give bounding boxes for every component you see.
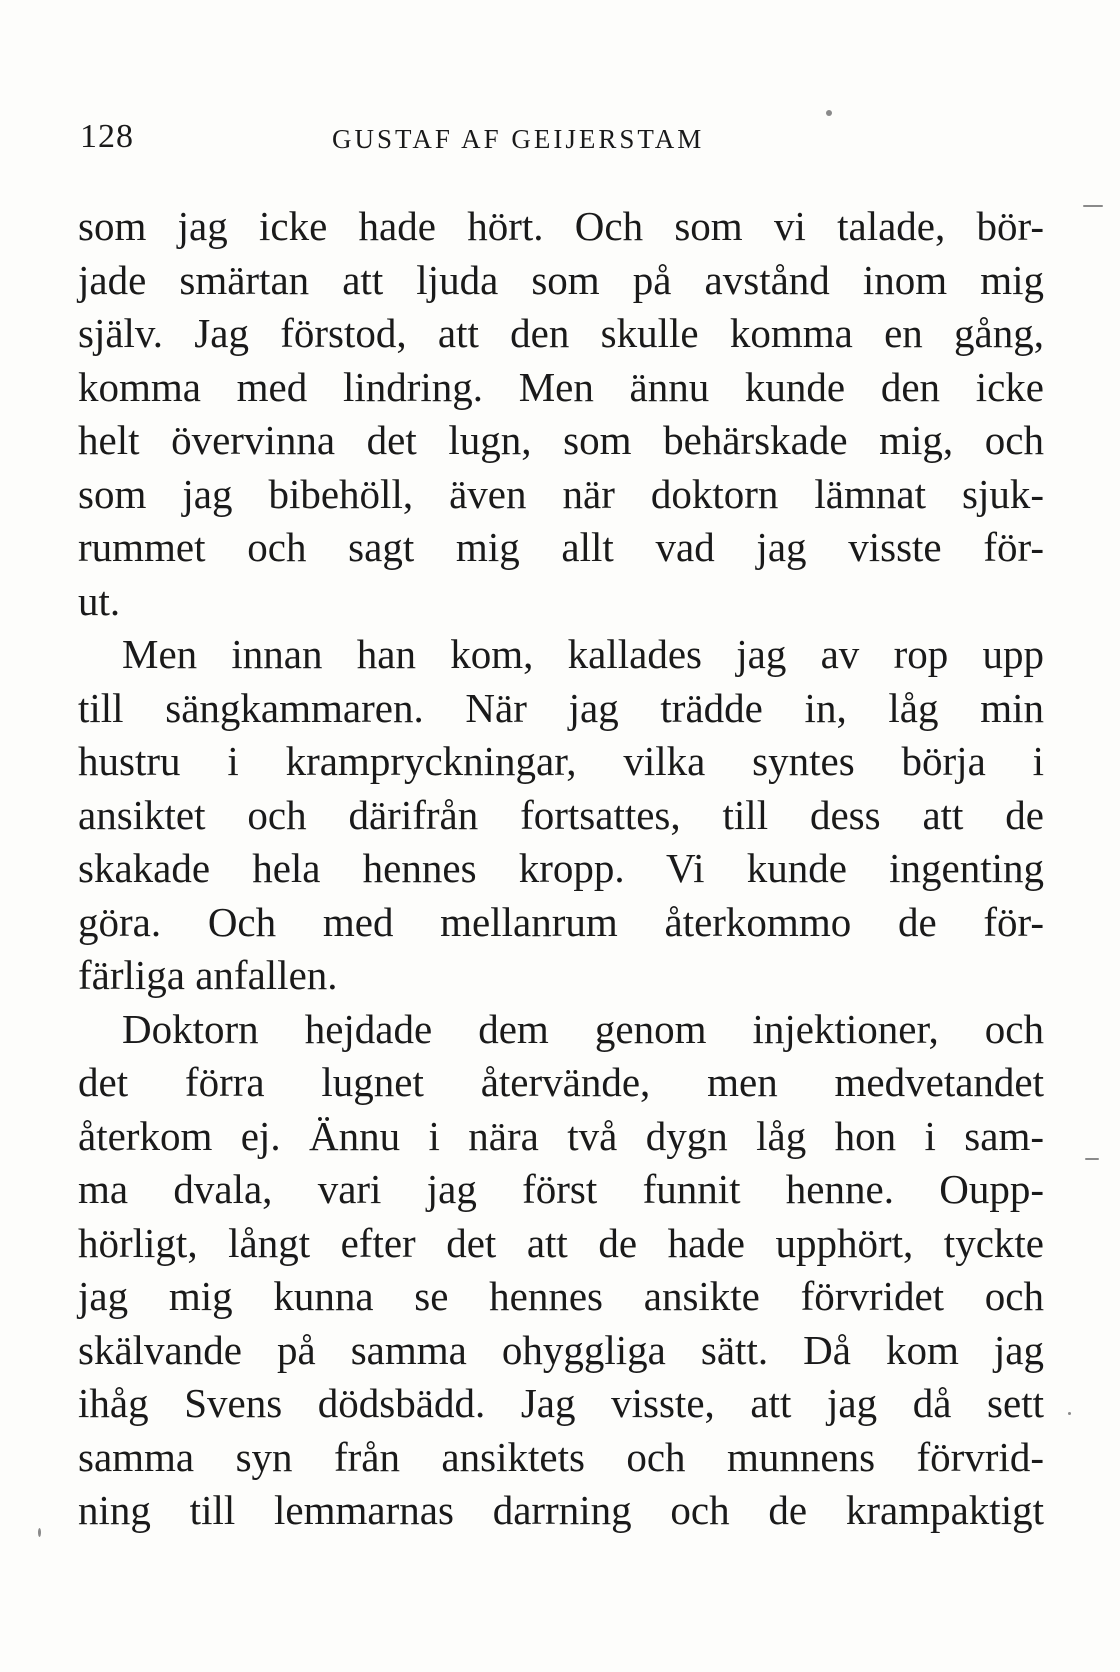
text-line: skakade hela hennes kropp. Vi kunde ingenting (78, 845, 1044, 891)
text-line: till sängkammaren. När jag trädde in, låg min (78, 684, 1044, 731)
text-line: jag mig kunna se hennes ansikte förvridet och (78, 1273, 1044, 1319)
text-line: rummet och sagt mig allt vad jag visste för- (78, 524, 1044, 570)
text-line: hustru i krampryckningar, vilka syntes börja i (78, 738, 1044, 784)
text-line: ihåg Svens dödsbädd. Jag visste, att jag då sett (78, 1380, 1044, 1426)
text-line: färliga anfallen. (78, 952, 338, 998)
text-line: som jag bibehöll, även när doktorn lämnat sjuk- (78, 470, 1044, 517)
scan-speck (1085, 1158, 1099, 1160)
text-line: återkom ej. Ännu i nära två dygn låg hon i sam- (78, 1112, 1044, 1159)
scan-speck (38, 1528, 41, 1537)
page-header (80, 118, 1040, 168)
paragraph-first-line: Men innan han kom, kallades jag av rop upp (122, 631, 1044, 677)
text-line: samma syn från ansiktets och munnens förvrid- (78, 1433, 1044, 1480)
text-line: jade smärtan att ljuda som på avstånd inom mig (78, 256, 1044, 303)
text-line: ansiktet och därifrån fortsattes, till dess att de (78, 791, 1044, 838)
text-line: ut. (78, 577, 121, 624)
page-number: 128 (80, 118, 134, 155)
scan-speck (1083, 205, 1103, 207)
text-line: själv. Jag förstod, att den skulle komma en gång, (78, 310, 1044, 356)
text-line: hörligt, långt efter det att de hade upphört, tyckte (78, 1219, 1044, 1266)
text-line: skälvande på samma ohyggliga sätt. Då kom jag (78, 1326, 1044, 1373)
body-text (78, 200, 1044, 1538)
text-line: ning till lemmarnas darrning och de krampaktigt (78, 1487, 1044, 1533)
text-line: göra. Och med mellanrum återkommo de för- (78, 898, 1044, 945)
text-line: som jag icke hade hört. Och som vi talade, bör- (78, 203, 1044, 249)
paragraph-first-line: Doktorn hejdade dem genom injektioner, och (122, 1005, 1044, 1052)
running-head: GUSTAF AF GEIJERSTAM (332, 124, 705, 154)
text-line: helt övervinna det lugn, som behärskade mig, och (78, 417, 1044, 463)
text-line: ma dvala, vari jag först funnit henne. Oupp- (78, 1166, 1044, 1212)
text-line: det förra lugnet återvände, men medvetandet (78, 1059, 1044, 1105)
text-line: komma med lindring. Men ännu kunde den icke (78, 363, 1044, 410)
scan-speck (1068, 1412, 1071, 1415)
scan-speck (826, 110, 832, 116)
